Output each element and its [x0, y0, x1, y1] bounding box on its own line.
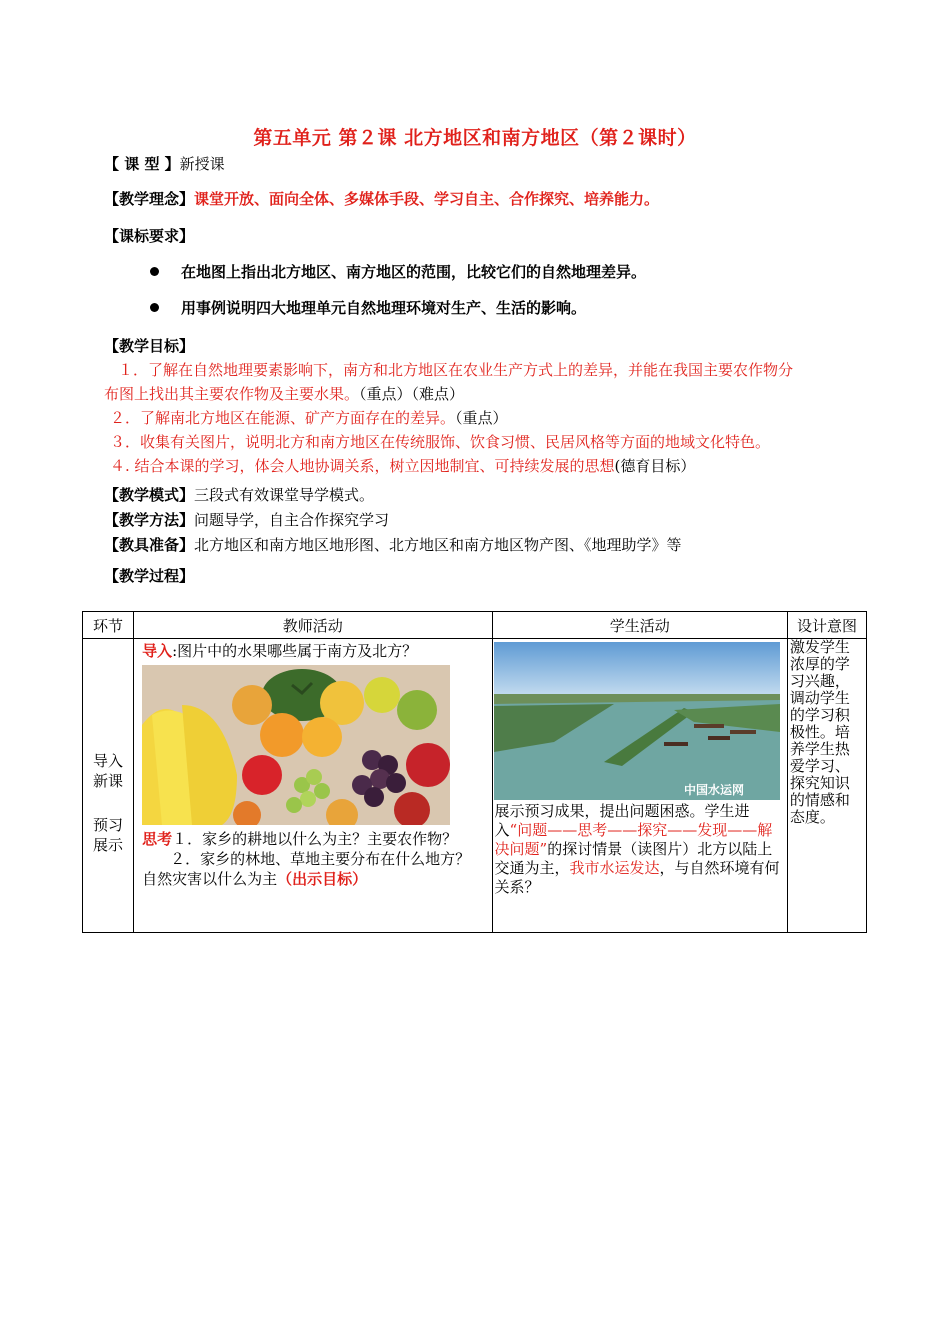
student-cell [492, 639, 787, 933]
watermark-text: 中国水运网 [683, 783, 744, 797]
header-intent: 设计意图 [787, 612, 866, 639]
standard-text: 在地图上指出北方地区、南方地区的范围，比较它们的自然地理差异。 [181, 263, 647, 281]
canal-image [494, 642, 780, 800]
objective-4: ４. 结合本课的学习，体会人地协调关系，树立因地制宜、可持续发展的思想(德育目标） [110, 457, 696, 475]
philosophy-label: 【教学理念】 [104, 190, 195, 208]
standard-text: 用事例说明四大地理单元自然地理环境对生产、生活的影响。 [181, 299, 587, 317]
header-teacher: 教师活动 [134, 612, 492, 639]
objectives-label: 【教学目标】 [104, 337, 195, 355]
header-student: 学生活动 [492, 612, 787, 639]
objective-2: ２．了解南北方地区在能源、矿产方面存在的差异。（重点） [110, 409, 508, 427]
teacher-cell [134, 639, 492, 933]
process-label: 【教学过程】 [104, 567, 195, 585]
bullet-icon [150, 303, 159, 312]
header-stage: 环节 [83, 612, 134, 639]
intro-line: 导入:图片中的水果哪些属于南方及北方？ [142, 642, 418, 660]
standard-item [150, 261, 646, 282]
objective-1-cont: 布图上找出其主要农作物及主要水果。（重点）（难点） [104, 385, 465, 403]
teaching-mode: 【教学模式】三段式有效课堂导学模式。 [104, 486, 375, 504]
stage-cell [83, 639, 134, 933]
think-block: 思考１．家乡的耕地以什么为主？主要农作物？ ２．家乡的林地、草地主要分布在什么地方？自然灾害以什么为主（出示目标） [142, 830, 471, 888]
page-title: 第五单元 第２课 北方地区和南方地区（第２课时） [253, 127, 697, 149]
lesson-type [104, 153, 225, 174]
objective-3: ３．收集有关图片，说明北方和南方地区在传统服饰、饮食习惯、民居风格等方面的地域文化特色。 [110, 433, 771, 451]
student-text: 展示预习成果，提出问题困惑。学生进入“问题——思考——探究——发现——解决问题”的探讨情景（读图片）北方以陆上交通为主，我市水运发达，与自然环境有何关系？ [494, 802, 780, 896]
bullet-icon [150, 267, 159, 276]
stage-name: 预习展示 [93, 816, 124, 854]
table-row [83, 639, 867, 933]
teaching-tools: 【教具准备】北方地区和南方地区地形图、北方地区和南方地区物产图、《地理助学》等 [104, 536, 682, 554]
objective-1: １．了解在自然地理要素影响下，南方和北方地区在农业生产方式上的差异，并能在我国主要农作物分 [118, 361, 794, 379]
lesson-type-label: 【 课 型 】 [104, 155, 180, 173]
teaching-method: 【教学方法】问题导学，自主合作探究学习 [104, 511, 390, 529]
standard-item [150, 297, 586, 318]
philosophy [104, 188, 659, 209]
intent-cell: 激发学生浓厚的学习兴趣，调动学生的学习积极性。培养学生热爱学习、探究知识的情感和态度。 [787, 639, 866, 933]
fruit-image [142, 665, 450, 825]
lesson-type-value: 新授课 [179, 155, 225, 173]
table-header-row [83, 612, 867, 639]
process-table [82, 611, 867, 933]
stage-name: 导入新课 [93, 752, 124, 790]
standards-label: 【课标要求】 [104, 227, 195, 245]
objectives-list [104, 358, 864, 478]
philosophy-value: 课堂开放、面向全体、多媒体手段、学习自主、合作探究、培养能力。 [194, 190, 660, 208]
